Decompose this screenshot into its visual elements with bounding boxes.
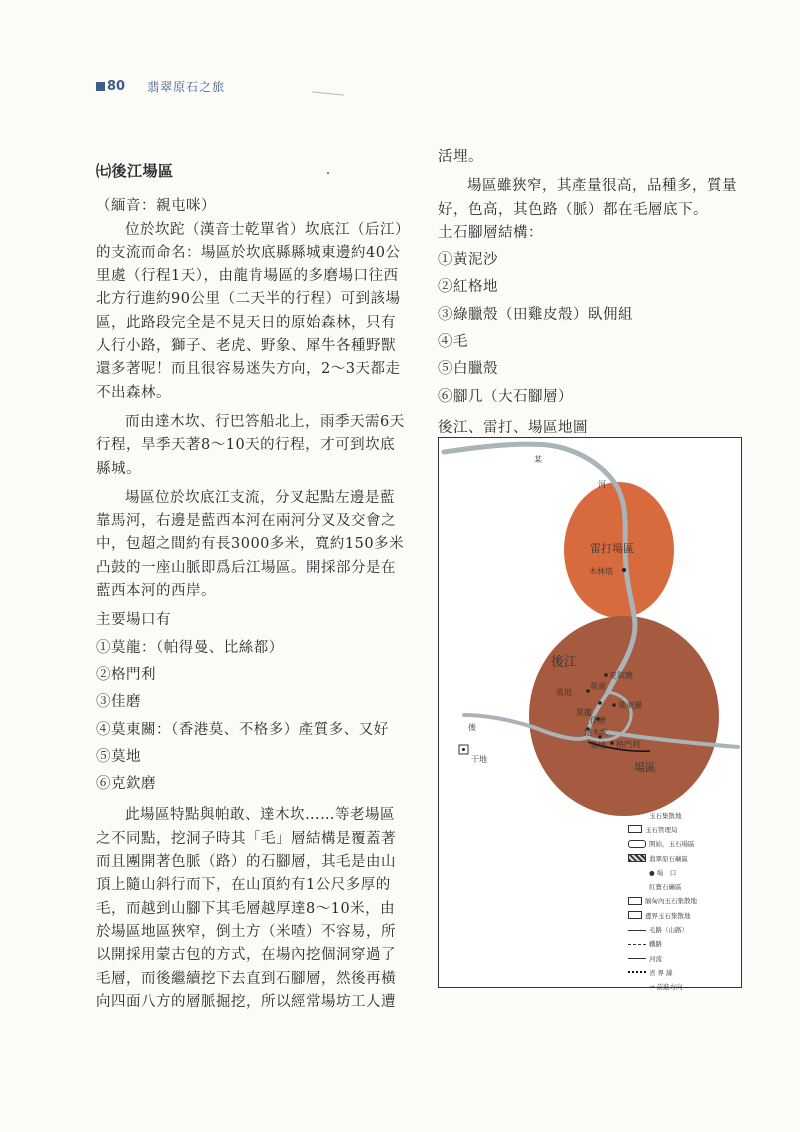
legend-item: 翡翠原石礦區 — [628, 851, 736, 865]
mines-intro: 主要場口有 — [96, 612, 171, 629]
legend-blank-icon — [628, 868, 646, 876]
left-column — [96, 160, 408, 1014]
scan-streak — [312, 91, 344, 95]
label-mopo: 莫坡 — [590, 741, 606, 750]
mine-point — [598, 701, 602, 705]
layer-item: ④毛 — [438, 334, 468, 351]
label-leida-area: 雷打場區 — [590, 542, 634, 555]
label-gemenli: 格門利 — [616, 740, 640, 749]
label-mine-b: 達木坎 — [584, 728, 608, 737]
legend-dash-icon — [628, 940, 646, 948]
map-caption: 後江、雷打、場區地圖 — [438, 419, 588, 436]
town-dot — [462, 748, 465, 751]
legend-outline-icon — [628, 840, 646, 848]
label-morong: 莫龍 — [576, 708, 592, 717]
mine-item: ⑥克欽磨 — [96, 776, 156, 793]
running-header — [96, 74, 225, 98]
mine-point — [612, 703, 616, 707]
header-marker — [96, 82, 105, 91]
pronunciation: （緬音：親屯咪） — [96, 198, 216, 215]
layer-item: ⑥腳几（大石腳層） — [438, 388, 573, 405]
legend-item: 邊界玉石集散地 — [628, 908, 736, 922]
label-area: 場區 — [634, 761, 656, 774]
label-kechin: 克欽磨 — [609, 671, 633, 680]
legend-item: 緬甸內玉石集散地 — [628, 894, 736, 908]
right-column — [438, 146, 744, 440]
label-molong: 莫東關 — [618, 701, 642, 710]
houjiang-zone — [529, 616, 719, 816]
legend-box-icon — [628, 897, 642, 905]
label-jiamo: 佳磨 — [590, 716, 606, 725]
paragraph-geography: 場區位於坎底江支流，分叉起點左邊是藍靠馬河，右邊是藍西本河在兩河分叉及交會之中，包超之間約有長3000多米，寬約150多米凸鼓的一座山脈即爲后江場區。開採部分是在藍西本河的西岸。 — [96, 489, 405, 600]
legend-item: 河流 — [628, 951, 736, 965]
layer-item: ⑤白臘殼 — [438, 361, 498, 378]
label-mulin: 木林塔 — [589, 567, 613, 576]
legend-item: → 前進方向 — [628, 980, 736, 994]
legend-river-icon — [628, 954, 646, 962]
legend-blank-icon — [628, 983, 646, 991]
layer-item: ①黃泥沙 — [438, 252, 498, 269]
book-title: 翡翠原石之旅 — [147, 79, 226, 94]
legend-item: 開始，玉石場區 — [628, 837, 736, 851]
legend-item: 毛路（山路） — [628, 922, 736, 936]
legend-border-icon — [628, 968, 646, 976]
legend-box-icon — [628, 911, 642, 919]
legend-item: 紅寶石礦區 — [628, 879, 736, 893]
label-houjiang: 後江 — [551, 655, 578, 670]
mine-item: ②格門利 — [96, 666, 156, 683]
legend-item: 省 界 線 — [628, 965, 736, 979]
mine-item: ⑤莫地 — [96, 748, 141, 765]
legend-item: 玉石集散地 — [649, 811, 682, 820]
mine-point — [604, 673, 608, 677]
label-river-he: 河 — [598, 480, 606, 489]
map-legend — [628, 808, 736, 992]
mine-item: ③佳磨 — [96, 694, 141, 711]
layer-item: ②紅格地 — [438, 279, 498, 296]
mine-item: ④莫東關：（香港莫、不格多）產質多、又好 — [96, 721, 389, 738]
paragraph-closing: 此場區特點與帕敢、達木坎……等老場區之不同點，挖洞子時其「毛」層結構是覆蓋著而且團開著色脈（路）的石腳層，其毛是由山頂上隨山斜行而下，在山頂約有1公尺多厚的毛，而越到山腳下其毛層越厚達8～10米，由於場區地區狹窄，倒土方（米喳）不容易，所以開採用蒙古包的方式，在場內挖個洞穿過了毛層，而後繼續挖下去直到石腳層，然後再橫向四面八方的層脈掘挖，所以經常場坊工人遭 — [96, 807, 396, 1010]
label-river-top: 某 — [534, 455, 542, 464]
layer-item: ③綠臘殼（田雞皮殼）臥佣組 — [438, 306, 633, 323]
label-hou: 後 — [468, 723, 476, 732]
paragraph-quality: 場區雖狹窄，其產量很高，品種多，質量好，色高，其色路（脈）都在毛層底下。 — [438, 178, 737, 218]
legend-blank-icon — [628, 883, 646, 891]
mine-point — [622, 568, 626, 572]
paragraph-location: 位於坎跎（漢音士乾單省）坎底江（后江）的支流而命名：場區於坎底縣縣城東邊約40公里處（行程1天），由龍肯場區的多磨場口往西北方行進約90公里（二天半的行程）可到該場區，此路段完全是不見天日的原始森林，只有人行小路，獅子、老虎、野象、犀牛各種野獸還多著呢！而且很容易迷失方向，2～3天都走不出森林。 — [96, 221, 403, 401]
legend-item: ● 場 口 — [628, 865, 736, 879]
label-town: 干地 — [471, 755, 487, 764]
legend-item: 玉石管理局 — [628, 822, 736, 836]
section-title: ㈦後江場區 — [96, 162, 174, 180]
legend-hatch-icon — [628, 854, 646, 862]
mine-point — [610, 741, 614, 745]
legend-box-icon — [628, 825, 642, 833]
legend-line-icon — [628, 926, 646, 934]
continuation-text: 活埋。 — [438, 149, 483, 165]
legend-item: 鐵路 — [628, 937, 736, 951]
page-number: 80 — [107, 78, 126, 94]
label-mine-a: 莫東 — [590, 682, 606, 691]
paragraph-route: 而由達木坎、行巴答船北上，雨季天需6天行程，旱季天著8～10天的行程，才可到坎底縣城。 — [96, 413, 405, 477]
mine-item: ①莫龍：（帕得曼、比絲都） — [96, 639, 284, 656]
structure-title: 土石腳層結構： — [438, 224, 543, 241]
label-modi: 莫地 — [556, 688, 572, 697]
